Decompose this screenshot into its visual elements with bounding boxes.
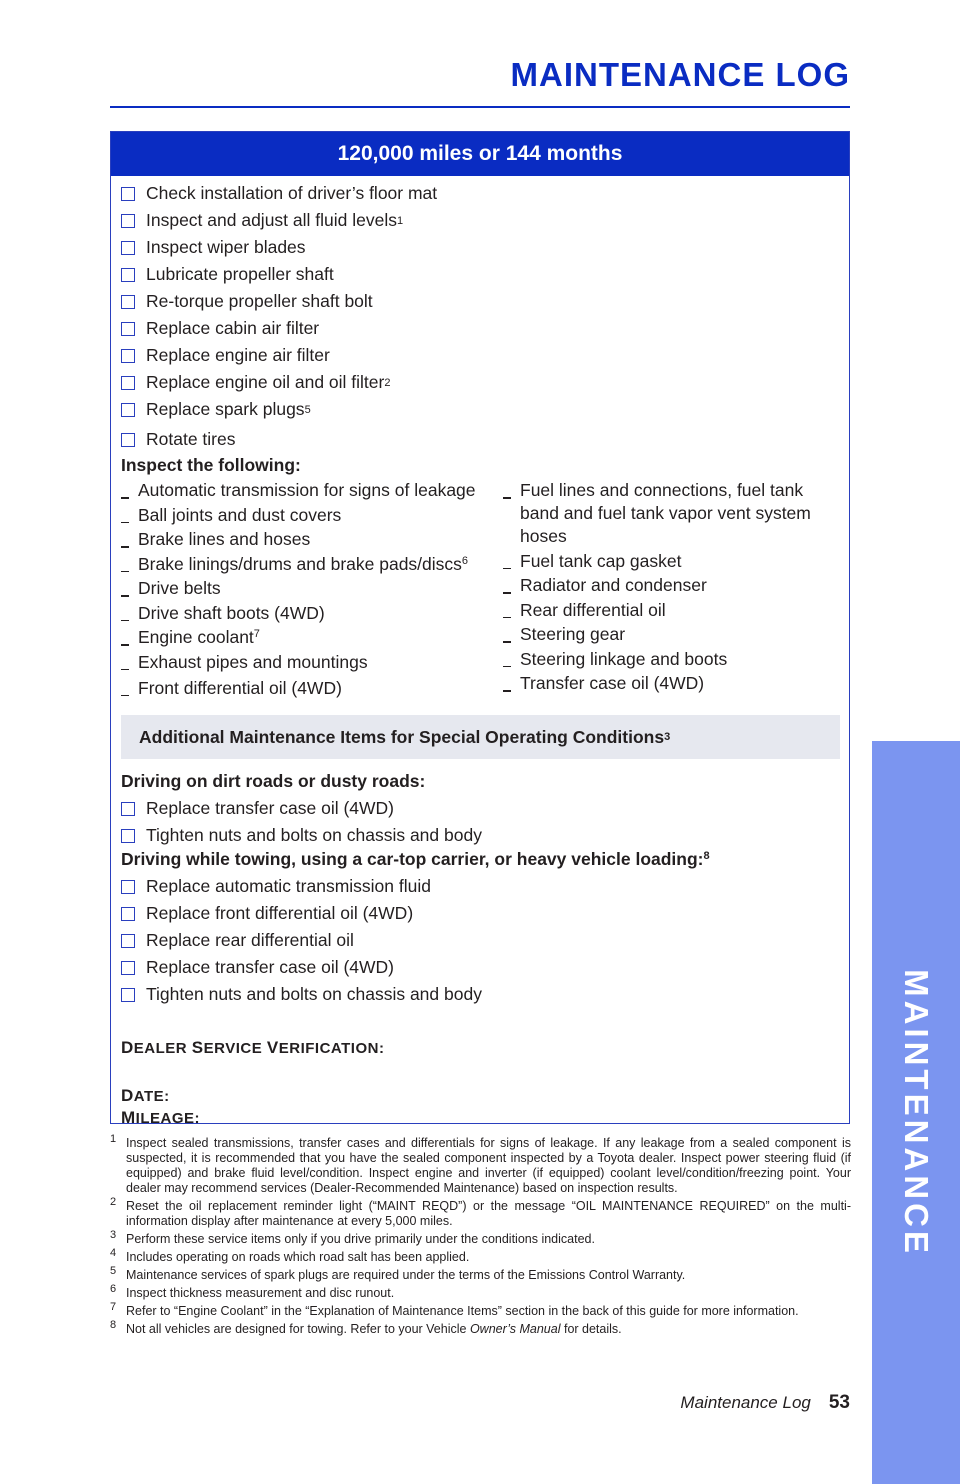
checkbox[interactable] xyxy=(121,241,135,255)
dealer-service-verification-label: DEALER SERVICE VERIFICATION: xyxy=(121,1038,385,1057)
checkbox[interactable] xyxy=(121,433,135,447)
page-number: 53 xyxy=(828,1392,850,1413)
inspect-item: Automatic transmission for signs of leakage xyxy=(121,479,503,502)
page-title: MAINTENANCE LOG xyxy=(510,56,850,93)
checklist-item: Re-torque propeller shaft bolt xyxy=(121,288,849,315)
inspect-column-left xyxy=(121,479,503,701)
footnote: 4 Includes operating on roads which road salt has been applied. xyxy=(110,1247,470,1264)
interval-banner: 120,000 miles or 144 months xyxy=(111,132,849,176)
checkbox[interactable] xyxy=(121,214,135,228)
checkbox[interactable] xyxy=(121,829,135,843)
inspect-item: Brake lines and hoses xyxy=(121,528,503,551)
checklist-item: Replace spark plugs 5 xyxy=(121,396,849,423)
inspect-item: Steering linkage and boots xyxy=(503,648,843,671)
inspect-item: Exhaust pipes and mountings xyxy=(121,651,503,674)
footnotes xyxy=(110,1133,851,1340)
inspect-item: Drive shaft boots (4WD) xyxy=(121,602,503,625)
checklist-item: Replace engine air filter xyxy=(121,342,849,369)
inspect-item: Radiator and condenser xyxy=(503,574,843,597)
checklist-item: Rotate tires xyxy=(121,426,849,453)
page-footer xyxy=(680,1392,850,1414)
inspect-item: Steering gear xyxy=(503,623,843,646)
footnote: 1 Inspect sealed transmissions, transfer cases and differentials for signs of leakage. If any leakage from a sealed component is suspected, it is recommended that you have the sealed component inspected by a Toyota dealer. Inspect power steering fluid (if equipped) and brake fluid level/condition. Inspect engine and inverter (if equipped) coolant level/condition/freezing point. Your dealer may recommend services (Dealer-Recommended Maintenance) based on inspection results. xyxy=(110,1133,851,1195)
inspect-item: Drive belts xyxy=(121,577,503,600)
inspect-item: Fuel lines and connections, fuel tank band and fuel tank vapor vent system hoses xyxy=(503,479,843,548)
checkbox[interactable] xyxy=(121,802,135,816)
mileage-label: MILEAGE: xyxy=(121,1108,201,1127)
checkbox[interactable] xyxy=(121,295,135,309)
checkbox[interactable] xyxy=(121,187,135,201)
inspect-column-right xyxy=(503,479,843,701)
checkbox[interactable] xyxy=(121,907,135,921)
special-conditions-band: Additional Maintenance Items for Special Operating Conditions 3 xyxy=(121,715,840,759)
checklist-item: Replace transfer case oil (4WD) xyxy=(121,795,849,822)
checkbox[interactable] xyxy=(121,268,135,282)
inspect-columns xyxy=(121,479,849,701)
checkbox[interactable] xyxy=(121,376,135,390)
checkbox[interactable] xyxy=(121,403,135,417)
checklist-item: Replace front differential oil (4WD) xyxy=(121,900,849,927)
inspect-item: Front differential oil (4WD) xyxy=(121,677,503,700)
footnote: 7 Refer to “Engine Coolant” in the “Explanation of Maintenance Items” section in the back of this guide for more information. xyxy=(110,1301,799,1318)
checklist-item: Replace automatic transmission fluid xyxy=(121,873,849,900)
checkbox[interactable] xyxy=(121,961,135,975)
date-label: DATE: xyxy=(121,1086,170,1105)
inspect-heading: Inspect the following: xyxy=(121,455,301,475)
inspect-item: Rear differential oil xyxy=(503,599,843,622)
checklist-item: Check installation of driver’s floor mat xyxy=(121,180,849,207)
inspect-item: Engine coolant$^7$ xyxy=(121,626,503,649)
checkbox[interactable] xyxy=(121,988,135,1002)
towing-heading: Driving while towing, using a car-top carrier, or heavy vehicle loading:$^8$ xyxy=(121,849,710,869)
inspect-item: Fuel tank cap gasket xyxy=(503,550,843,573)
dealer-verification xyxy=(121,1038,849,1130)
footnote: 8 Not all vehicles are designed for towing. Refer to your Vehicle Owner’s Manual for details. xyxy=(110,1319,622,1336)
footnote: 2 Reset the oil replacement reminder light (“MAINT REQD”) or the message “OIL MAINTENANCE REQUIRED” on the multi-information display after maintenance at every 5,000 miles. xyxy=(110,1196,851,1228)
checklist-item: Replace transfer case oil (4WD) xyxy=(121,954,849,981)
footnote: 6 Inspect thickness measurement and disc runout. xyxy=(110,1283,395,1300)
checklist-item: Inspect and adjust all fluid levels 1 xyxy=(121,207,849,234)
dirt-roads-heading: Driving on dirt roads or dusty roads: xyxy=(121,771,426,791)
maintenance-log-box xyxy=(110,131,850,1127)
checklist-item: Inspect wiper blades xyxy=(121,234,849,261)
checkbox[interactable] xyxy=(121,322,135,336)
checkbox[interactable] xyxy=(121,349,135,363)
checklist-item: Replace engine oil and oil filter 2 xyxy=(121,369,849,396)
footer-section-label: Maintenance Log xyxy=(680,1393,811,1412)
side-tab-label: MAINTENANCE xyxy=(898,968,936,1257)
inspect-item: Brake linings/drums and brake pads/discs$^6$ xyxy=(121,553,503,576)
checkbox[interactable] xyxy=(121,880,135,894)
inspect-item: Transfer case oil (4WD) xyxy=(503,672,843,695)
checklist-item: Lubricate propeller shaft xyxy=(121,261,849,288)
header-divider xyxy=(110,106,850,108)
checklist-item: Replace cabin air filter xyxy=(121,315,849,342)
checklist-item: Replace rear differential oil xyxy=(121,927,849,954)
service-checklist xyxy=(121,180,849,453)
footnote: 3 Perform these service items only if you drive primarily under the conditions indicated. xyxy=(110,1229,595,1246)
checklist-item: Tighten nuts and bolts on chassis and body xyxy=(121,822,849,849)
checkbox[interactable] xyxy=(121,934,135,948)
inspect-item: Ball joints and dust covers xyxy=(121,504,503,527)
footnote: 5 Maintenance services of spark plugs are required under the terms of the Emissions Control Warranty. xyxy=(110,1265,686,1282)
checklist-item: Tighten nuts and bolts on chassis and body xyxy=(121,981,849,1008)
section-side-tab xyxy=(872,741,960,1484)
